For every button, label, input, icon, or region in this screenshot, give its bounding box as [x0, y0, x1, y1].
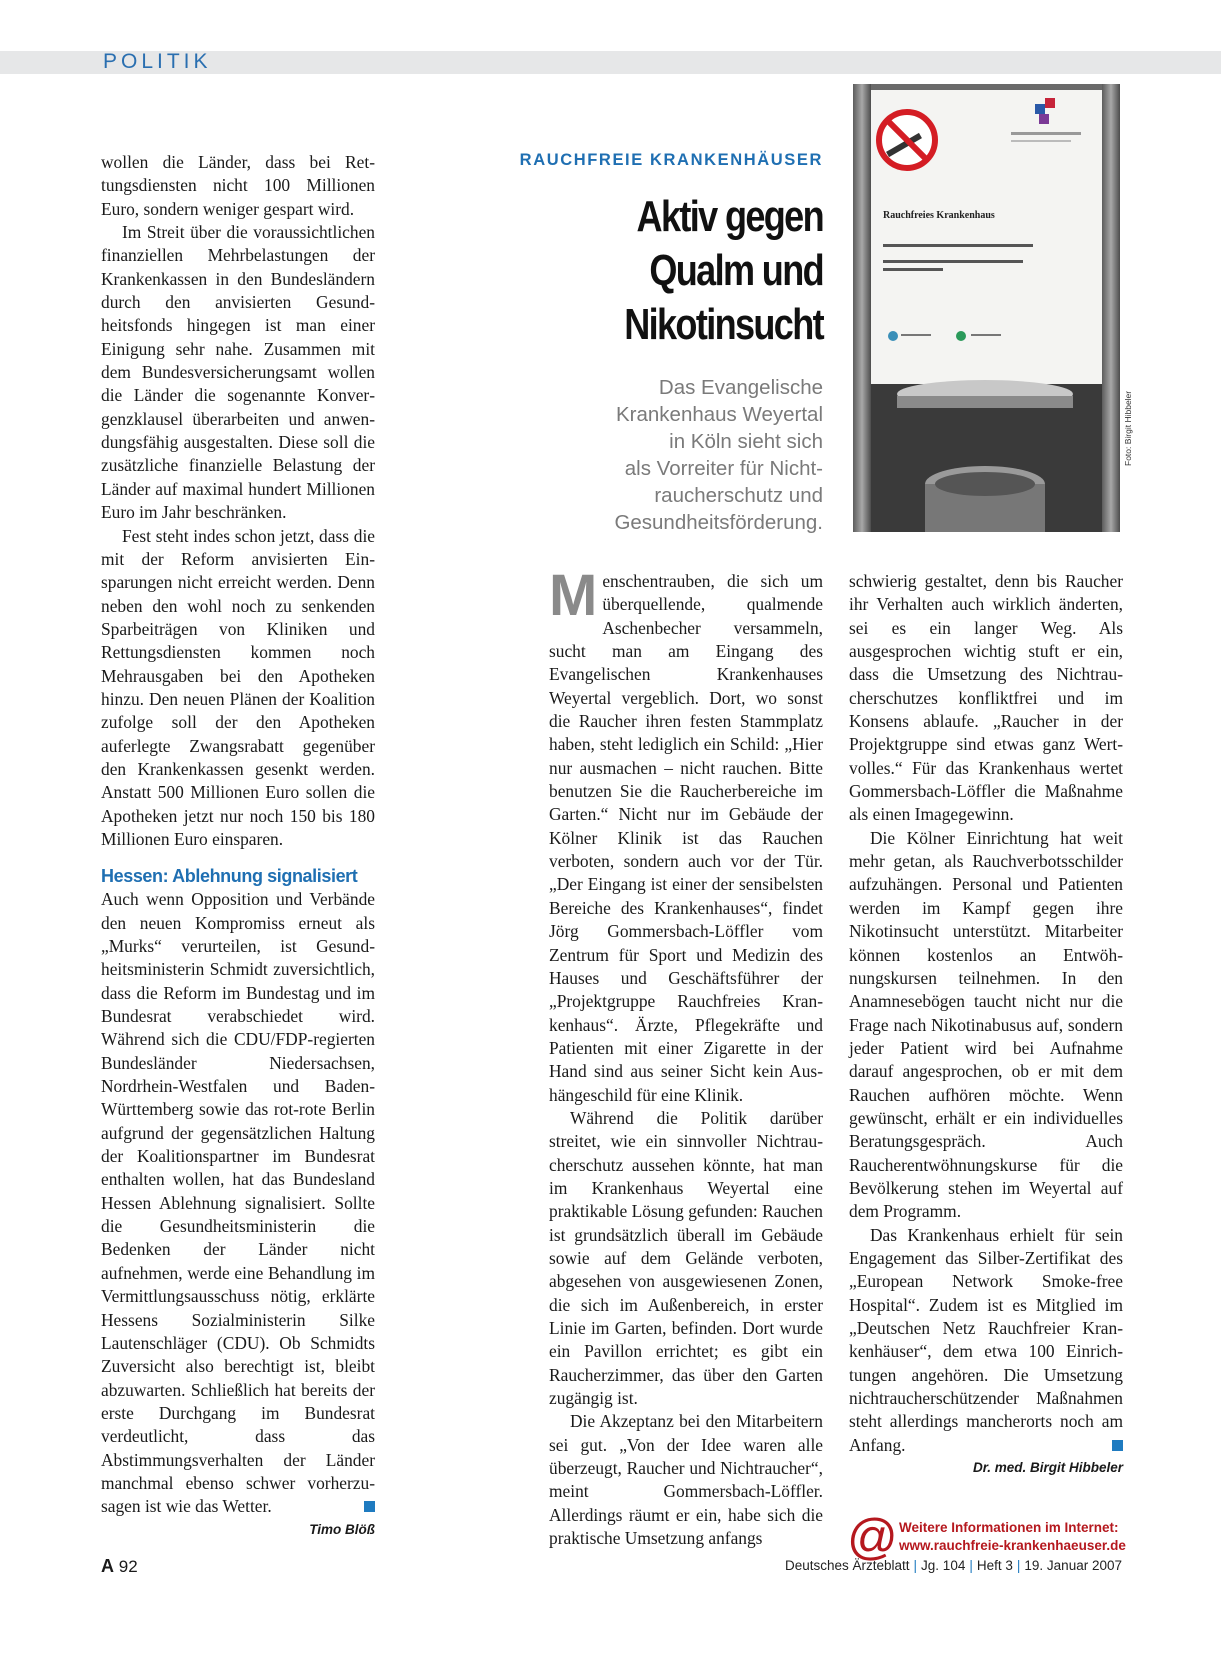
end-mark-icon: [364, 1501, 375, 1512]
at-icon: @: [847, 1509, 898, 1565]
paragraph: wollen die Länder, dass bei Rettungsdiensten nicht 100 Millionen Euro, sondern weniger gespart wird.: [101, 152, 375, 219]
teaser-line: Gesundheitsförderung.: [614, 511, 823, 534]
paragraph: [849, 1224, 1123, 1457]
column-left: [101, 151, 375, 1541]
photo-illustration: [853, 84, 1120, 532]
author: Timo Blöß: [309, 1521, 375, 1537]
separator: |: [1016, 1558, 1021, 1573]
article-teaser: [523, 374, 823, 536]
sign-title: Rauchfreies Krankenhaus: [883, 210, 995, 221]
article-photo: [853, 84, 1120, 532]
page-number-value: 92: [118, 1557, 138, 1576]
paragraph: Die Akzeptanz bei den Mitarbeitern sei gut. „Von der Idee waren alle überzeugt, Raucher und Nichtraucher“, meint Gommersbach-Löffler. Allerdings räumt er ein, habe sich die praktische Umsetzung anfangs: [549, 1411, 823, 1549]
paragraph: Fest steht indes schon jetzt, dass die mit der Reform anvisierten Einsparungen nicht erreicht werden. Denn neben den wohl noch zu senkenden Sparbeiträgen von Kliniken und Rettungsdiensten kommen noch Mehrausgaben bei den Apotheken hinzu. Den neuen Plänen der Koalition zufolge soll der den Apotheken auferlegte Zwangsrabatt gegenüber den Krankenkassen gesenkt werden. Anstatt 500 Millionen Euro sollen die Apotheken jetzt nur noch 150 bis 180 Millionen Euro einsparen.: [101, 525, 375, 849]
paragraph: schwierig gestaltet, denn bis Raucher ihr Verhalten auch wirklich änderten, sei es ein langer Weg. Als ausgesprochen wichtig stuft er ein, dass die Umsetzung des Nichtraucherschutzes konfliktfrei und im Konsens ablaufe. „Raucher in der Projektgruppe sind etwas ganz Wertvolles.“ Für das Krankenhaus wertet Gommersbach-Löffler die Maßnahme als einen Imagegewinn.: [849, 571, 1123, 825]
paragraph: Die Kölner Einrichtung hat weit mehr getan, als Rauchverbotsschilder aufzuhängen. Personal und Patienten werden im Kampf gegen ihre Nikotinsucht unterstützt. Mitarbeiter können kostenlos an Entwöhnungskursen teilnehmen. In den Anamnesebögen taucht nicht nur die Frage nach Nikotinabusus auf, sondern jeder Patient wird bei Aufnahme darauf angesprochen, ob er mit dem Rauchen aufhören möchte. Wenn gewünscht, erhält er ein individuelles Beratungsgespräch. Auch Raucherentwöhnungskurse für die Bevölkerung stehen im Weyertal auf dem Programm.: [849, 827, 1123, 1222]
journal-name: Deutsches Ärzteblatt: [784, 1558, 910, 1573]
headline-line: Qualm und: [649, 246, 823, 295]
issue: Heft 3: [976, 1558, 1013, 1573]
paragraph: [549, 563, 823, 1107]
paragraph-text: enschentrauben, die sich um überquellende, qualmende Aschenbecher versammeln, sucht man am Eingang des Evangelischen Krankenhauses Weyertal vergeblich. Dort, wo sonst die Raucher ihren festen Stammplatz haben, steht lediglich ein Schild: „Hier nur ausmachen – nicht rauchen. Bitte benutzen Sie die Raucherbereiche im Garten.“ Nicht nur im Gebäude der Kölner Klinik ist das Rauchen verboten, sondern auch vor der Tür. „Der Eingang ist einer der sensibelsten Bereiche des Krankenhauses“, findet Jörg Gommersbach-Löffler vom Zentrum für Sport und Medizin des Hauses und Geschäftsführer der „Projektgruppe Rauchfreies Krankenhaus“. Ärzte, Pflegekräfte und Patienten mit einer Zigarette in der Hand sind aus seiner Sicht kein Aushängeschild für eine Klinik.: [549, 571, 823, 1105]
separator: |: [913, 1558, 918, 1573]
end-mark-icon: [1112, 1440, 1123, 1451]
paragraph-text: Auch wenn Opposition und Verbände den neuen Kompromiss erneut als „Murks“ verurteilen, ist Gesundheitsministerin Schmidt zuversichtlich, dass die Reform im Bundestag und im Bundesrat verabschiedet wird. Während sich die CDU/FDP-regierten Bundesländer Niedersachsen, Nordrhein-Westfalen und Baden-Württemberg sowie das rot-rote Berlin aufgrund der gegensätzlichen Haltung der Koalitionspartner im Bundesrat enthalten wollen, hat das Bundesland Hessen Ablehnung signalisiert. Sollte die Gesundheitsministerin die Bedenken der Länder nicht aufnehmen, werde eine Behandlung im Vermittlungsausschuss nötig, erklärte Hessens Sozialministerin Silke Lautenschläger (CDU). Ob Schmidts Zuversicht also berechtigt ist, bleibt abzuwarten. Schließlich hat bereits der erste Durchgang im Bundesrat verdeutlicht, dass das Abstimmungsverhalten der Länder manchmal ebenso schwer vorherzusagen ist wie das Wetter.: [101, 889, 375, 1517]
info-text: [899, 1519, 1126, 1555]
issue-date: 19. Januar 2007: [1024, 1558, 1122, 1573]
subheading: Hessen: Ablehnung signalisiert: [101, 866, 358, 887]
paragraph: [101, 888, 375, 1518]
teaser-line: Das Evangelische: [658, 376, 823, 399]
section-label: POLITIK: [103, 50, 212, 73]
paragraph: Während die Politik darüber streitet, wie ein sinnvoller Nichtraucherschutz aussehen könnte, hat man im Krankenhaus Weyertal eine praktikable Lösung gefunden: Rauchen ist grundsätzlich überall im Gebäude sowie auf dem Gelände verboten, abgesehen von ausgewiesenen Zonen, die sich im Außenbereich, in erster Linie im Garten, befinden. Dort wurde ein Pavillon errichtet; es gibt ein Raucherzimmer, das über den Garten zugängig ist.: [549, 1107, 823, 1409]
teaser-line: als Vorreiter für Nicht-: [624, 457, 823, 480]
page-number: [101, 1556, 138, 1577]
separator: |: [969, 1558, 973, 1573]
article-headline: [577, 190, 823, 352]
headline-line: Nikotinsucht: [624, 300, 823, 349]
column-right: [849, 570, 1123, 1479]
paragraph-text: Das Krankenhaus erhielt für sein Engagement das Silber-Zertifikat des „European Network Smoke-free Hospital“. Zudem ist es Mitglied im „Deutschen Netz Rauchfreier Krankenhäuser“, dem etwa 100 Einrichtungen angehören. Die Umsetzung nichtraucherschützender Maßnahmen steht allerdings mancherorts noch am Anfang.: [849, 1224, 1123, 1455]
photo-credit: Foto: Birgit Hibbeler: [1123, 390, 1133, 466]
info-link[interactable]: www.rauchfreie-krankenhaeuser.de: [899, 1538, 1126, 1553]
paragraph: Im Streit über die voraussichtlichen finanziellen Mehrbelastungen der Krankenkassen in den Bundesländern durch den anvisierten Gesundheitsfonds hingegen ist man einer Einigung sehr nahe. Zusammen mit dem Bundesversicherungsamt wollen die Länder die sogenannte Konvergenzklausel überarbeiten und anwendungsfähig ausgestalten. Diese soll die zusätzliche finanzielle Belastung der Länder auf maximal hundert Millionen Euro im Jahr beschränken.: [101, 222, 375, 523]
column-middle: [549, 563, 823, 1550]
volume: Jg. 104: [921, 1558, 966, 1573]
footer-citation: [785, 1558, 1122, 1573]
headline-line: Aktiv gegen: [636, 192, 823, 241]
article-kicker: RAUCHFREIE KRANKENHÄUSER: [519, 151, 823, 169]
page-letter: A: [101, 1556, 114, 1576]
teaser-line: in Köln sieht sich: [669, 430, 823, 453]
info-box: [847, 1509, 1127, 1565]
teaser-line: raucherschutz und: [654, 484, 823, 507]
teaser-line: Krankenhaus Weyertal: [615, 403, 823, 426]
info-line: Weitere Informationen im Internet:: [899, 1520, 1119, 1535]
author: Dr. med. Birgit Hibbeler: [972, 1460, 1123, 1476]
drop-cap: M: [549, 563, 598, 628]
